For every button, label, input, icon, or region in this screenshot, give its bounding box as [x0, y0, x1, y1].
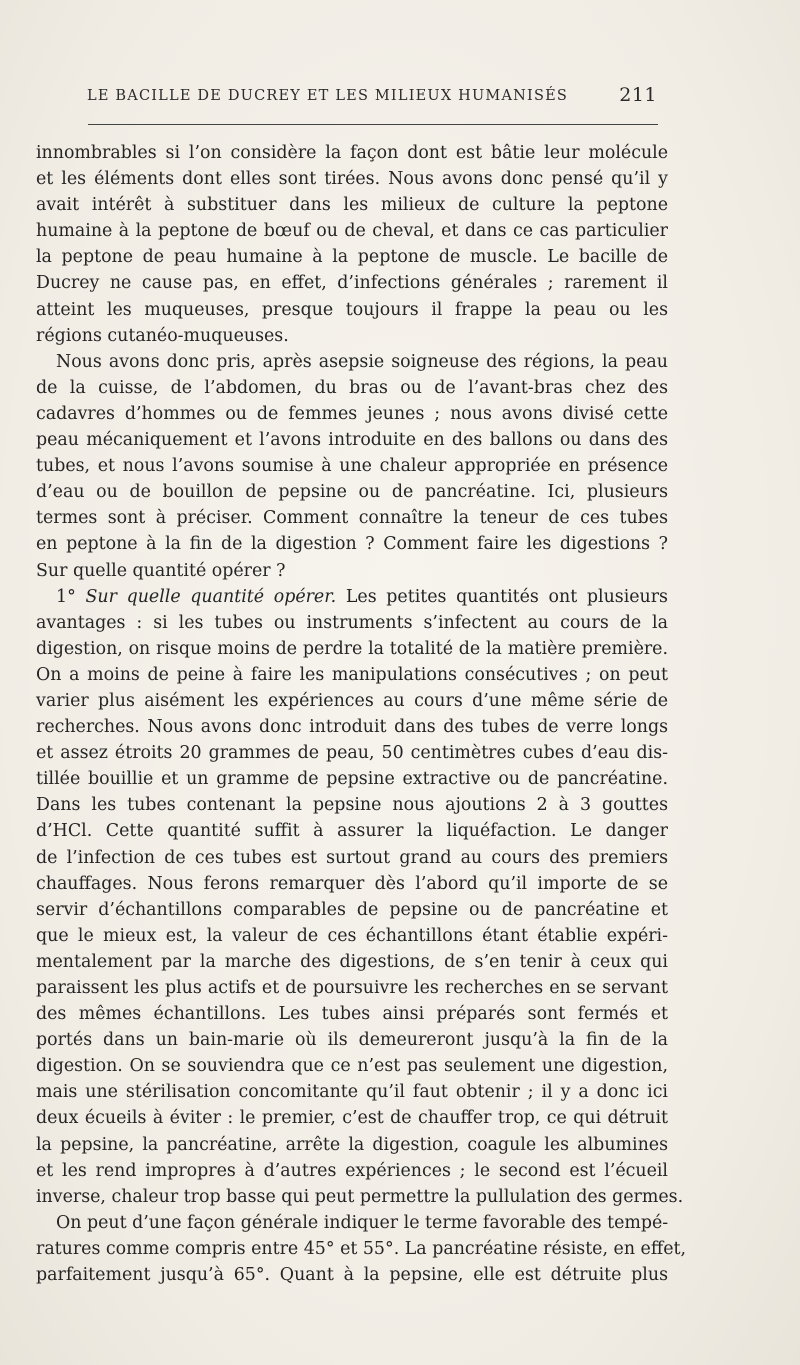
- text-line: inverse, chaleur trop basse qui peut permettre la pullulation des germes.: [36, 1186, 684, 1207]
- text-line: mentalement par la marche des digestions, de s’en tenir à ceux qui: [36, 951, 668, 972]
- text-line-section-heading: [36, 584, 668, 610]
- text-line: paraissent les plus actifs et de poursuivre les recherches en se servant: [36, 978, 668, 998]
- text-line: tubes, et nous l’avons soumise à une chaleur appropriée en présence: [36, 456, 668, 477]
- text-line: de l’infection de ces tubes est surtout grand au cours des premiers: [36, 847, 668, 868]
- text-line: varier plus aisément les expériences au cours d’une même série de: [36, 690, 668, 711]
- text-line: parfaitement jusqu’à 65°. Quant à la pepsine, elle est détruite plus: [36, 1265, 668, 1286]
- page-number: 211: [619, 84, 657, 106]
- text-line: de la cuisse, de l’abdomen, du bras ou de l’avant-bras chez des: [36, 377, 668, 398]
- text-line: ratures comme compris entre 45° et 55°. La pancréatine résiste, en effet,: [36, 1238, 687, 1259]
- body-text: [36, 140, 687, 1288]
- text-line: et les éléments dont elles sont tirées. Nous avons donc pensé qu’il y: [36, 169, 668, 190]
- text-line: Ducrey ne cause pas, en effet, d’infections générales ; rarement il: [36, 273, 668, 294]
- text-line: atteint les muqueuses, presque toujours il frappe la peau ou les: [36, 299, 668, 320]
- text-line: mais une stérilisation concomitante qu’il faut obtenir ; il y a donc ici: [36, 1082, 668, 1103]
- text-line: innombrables si l’on considère la façon dont est bâtie leur molécule: [36, 143, 668, 163]
- text-line: chauffages. Nous ferons remarquer dès l’abord qu’il importe de se: [36, 873, 668, 894]
- text-line: servir d’échantillons comparables de pepsine ou de pancréatine et: [36, 899, 668, 920]
- text-line: On a moins de peine à faire les manipulations consécutives ; on peut: [36, 664, 668, 685]
- text-line: avait intérêt à substituer dans les milieux de culture la peptone: [36, 195, 668, 216]
- text-line: digestion, on risque moins de perdre la totalité de la matière première.: [36, 638, 668, 659]
- text-line: humaine à la peptone de bœuf ou de cheval, et dans ce cas particulier: [36, 221, 668, 242]
- text-line: régions cutanéo-muqueuses.: [36, 325, 289, 346]
- text-line: deux écueils à éviter : le premier, c’est de chauffer trop, ce qui détruit: [36, 1108, 668, 1129]
- section-number: 1°: [56, 586, 86, 607]
- text-line: des mêmes échantillons. Les tubes ainsi préparés sont fermés et: [36, 1004, 668, 1025]
- text-line: la peptone de peau humaine à la peptone de muscle. Le bacille de: [36, 247, 668, 268]
- text-line: et les rend impropres à d’autres expériences ; le second est l’écueil: [36, 1160, 668, 1181]
- text-line: Sur quelle quantité opérer ?: [36, 560, 286, 581]
- text-line: d’HCl. Cette quantité suffit à assurer la liquéfaction. Le danger: [36, 821, 668, 842]
- text-line: avantages : si les tubes ou instruments s’infectent au cours de la: [36, 612, 668, 633]
- text-line: peau mécaniquement et l’avons introduite en des ballons ou dans des: [36, 430, 668, 451]
- text-line: d’eau ou de bouillon de pepsine ou de pancréatine. Ici, plusieurs: [36, 482, 668, 503]
- text-line: tillée bouillie et un gramme de pepsine extractive ou de pancréatine.: [36, 769, 668, 790]
- header-rule: [88, 124, 658, 125]
- text-line: la pepsine, la pancréatine, arrête la digestion, coagule les albumines: [36, 1134, 668, 1155]
- text-line: en peptone à la fin de la digestion ? Comment faire les digestions ?: [36, 534, 668, 555]
- text-line: et assez étroits 20 grammes de peau, 50 centimètres cubes d’eau dis-: [36, 743, 668, 764]
- text-line: On peut d’une façon générale indiquer le terme favorable des tempé-: [56, 1212, 669, 1233]
- text-line: Dans les tubes contenant la pepsine nous ajoutions 2 à 3 gouttes: [36, 795, 668, 816]
- text-line: que le mieux est, la valeur de ces échantillons étant établie expéri-: [36, 925, 668, 946]
- running-head: [87, 86, 657, 110]
- section-heading-continuation: Les petites quantités ont plusieurs: [336, 586, 668, 607]
- text-line: Nous avons donc pris, après asepsie soigneuse des régions, la peau: [56, 351, 668, 372]
- section-heading: Sur quelle quantité opérer.: [85, 586, 337, 607]
- text-line: recherches. Nous avons donc introduit dans des tubes de verre longs: [36, 717, 668, 738]
- text-line: portés dans un bain-marie où ils demeureront jusqu’à la fin de la: [36, 1030, 668, 1051]
- text-line: termes sont à préciser. Comment connaître la teneur de ces tubes: [36, 508, 668, 529]
- chapter-title: LE BACILLE DE DUCREY ET LES MILIEUX HUMANISÉS: [87, 88, 569, 104]
- text-line: cadavres d’hommes ou de femmes jeunes ; nous avons divisé cette: [36, 403, 668, 424]
- text-line: digestion. On se souviendra que ce n’est pas seulement une digestion,: [36, 1056, 668, 1077]
